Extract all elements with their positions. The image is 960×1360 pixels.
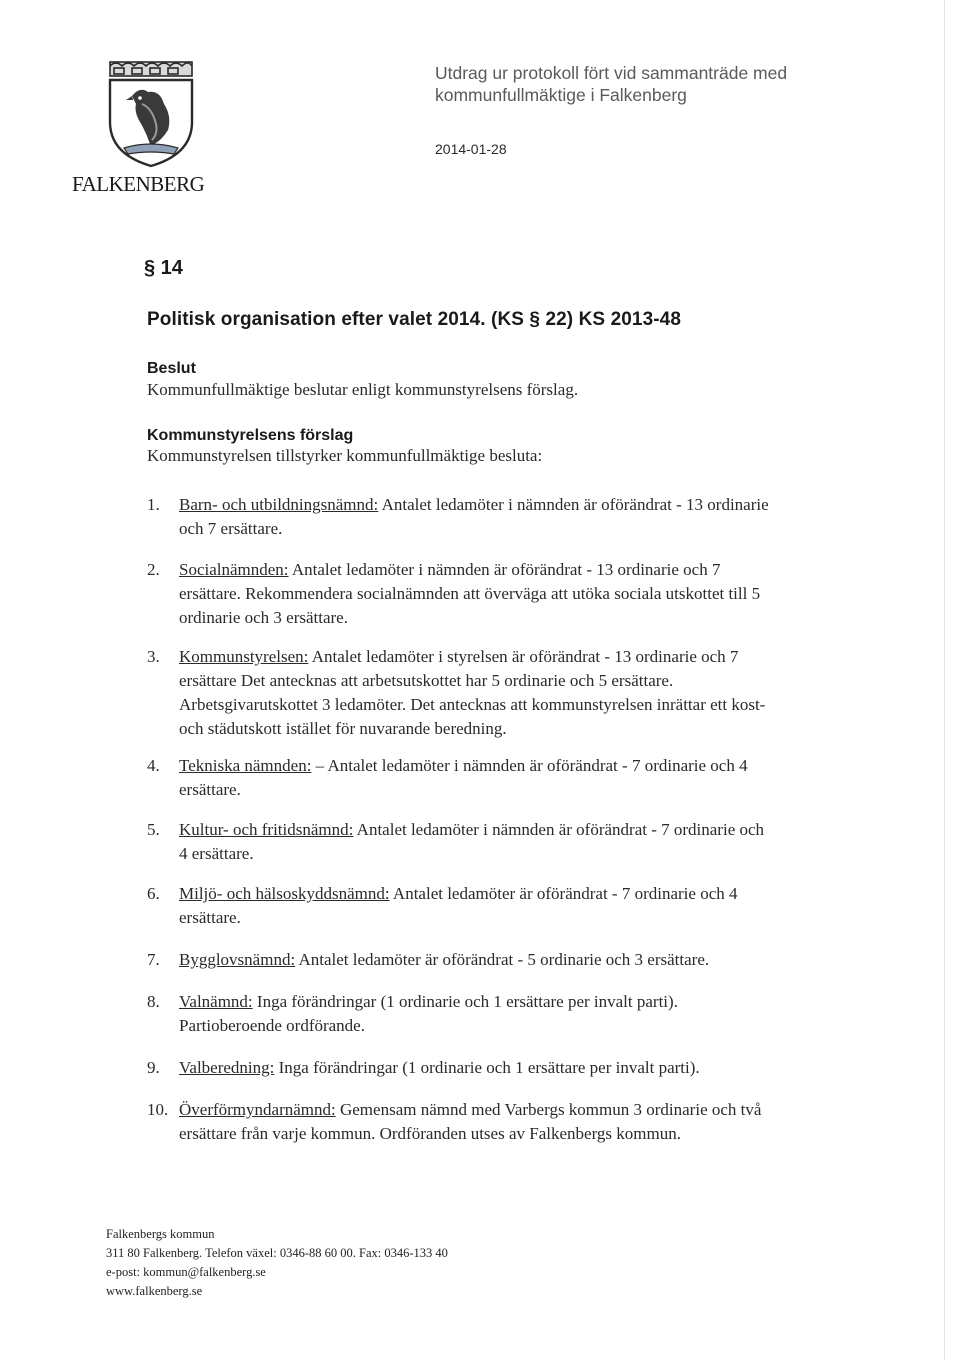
footer-address: 311 80 Falkenberg. Telefon växel: 0346-88 60 00. Fax: 0346-133 40 (106, 1246, 448, 1260)
item-text: ersättare. Rekommendera socialnämnden att överväga att utöka sociala utskottet till 5 (179, 584, 761, 603)
beslut-heading: Beslut (147, 360, 196, 377)
item-number: 10. (147, 1100, 169, 1119)
footer-email: e-post: kommun@falkenberg.se (106, 1265, 266, 1279)
item-label: Kultur- och fritidsnämnd: (179, 820, 354, 839)
list-item (147, 558, 822, 630)
item-text: Antalet ledamöter i nämnden är oförändrat - 13 ordinarie och 7 (288, 560, 721, 579)
footer-website: www.falkenberg.se (106, 1284, 203, 1298)
list-item (147, 948, 822, 972)
item-number: 6. (147, 884, 160, 903)
item-label: Miljö- och hälsoskyddsnämnd: (179, 884, 390, 903)
list-item (147, 493, 822, 541)
ks-forslag-heading: Kommunstyrelsens förslag (147, 427, 354, 444)
page-edge-line (944, 0, 945, 1360)
item-text: 4 ersättare. (179, 844, 254, 863)
item-text: Gemensam nämnd med Varbergs kommun 3 ordinarie och två (335, 1100, 762, 1119)
footer (106, 1225, 448, 1301)
item-number: 7. (147, 950, 160, 969)
item-text: Inga förändringar (1 ordinarie och 1 ersättare per invalt parti). (252, 992, 678, 1011)
item-text: Antalet ledamöter i nämnden är oförändrat - 13 ordinarie (378, 495, 769, 514)
item-text: ersättare från varje kommun. Ordföranden utses av Falkenbergs kommun. (179, 1124, 681, 1143)
item-label: Valnämnd: (179, 992, 253, 1011)
header-date: 2014-01-28 (435, 141, 507, 157)
item-text: Antalet ledamöter är oförändrat - 5 ordinarie och 3 ersättare. (295, 950, 710, 969)
item-text: och 7 ersättare. (179, 519, 283, 538)
item-text: ersättare. (179, 780, 241, 799)
ks-forslag-text: Kommunstyrelsen tillstyrker kommunfullmäktige besluta: (147, 446, 543, 465)
item-text: ersättare. (179, 908, 241, 927)
falkenberg-crest-icon (106, 60, 196, 168)
item-text: Antalet ledamöter i styrelsen är oförändrat - 13 ordinarie och 7 (308, 647, 739, 666)
item-number: 9. (147, 1058, 160, 1077)
item-number: 2. (147, 560, 160, 579)
item-text: Partioberoende ordförande. (179, 1016, 365, 1035)
header-title-line: kommunfullmäktige i Falkenberg (435, 85, 687, 105)
list-item (147, 818, 822, 866)
list-item (147, 754, 822, 802)
beslut-text: Kommunfullmäktige beslutar enligt kommunstyrelsens förslag. (147, 380, 579, 399)
list-item (147, 990, 822, 1038)
item-label: Kommunstyrelsen: (179, 647, 309, 666)
list-item (147, 645, 822, 741)
header-title-line: Utdrag ur protokoll fört vid sammanträde med (435, 63, 788, 83)
section-number: § 14 (144, 257, 183, 279)
item-text: Antalet ledamöter är oförändrat - 7 ordinarie och 4 (389, 884, 738, 903)
item-label: Barn- och utbildningsnämnd: (179, 495, 379, 514)
list-item (147, 1098, 822, 1146)
footer-org: Falkenbergs kommun (106, 1227, 215, 1241)
section-title: Politisk organisation efter valet 2014. (KS § 22) KS 2013-48 (147, 309, 682, 330)
item-number: 4. (147, 756, 160, 775)
item-text: ersättare Det antecknas att arbetsutskottet har 5 ordinarie och 5 ersättare. (179, 671, 674, 690)
item-label: Valberedning: (179, 1058, 275, 1077)
item-text: och städutskott istället för nuvarande beredning. (179, 719, 507, 738)
item-text: Arbetsgivarutskottet 3 ledamöter. Det antecknas att kommunstyrelsen inrättar ett kost- (179, 695, 766, 714)
item-label: Socialnämnden: (179, 560, 289, 579)
item-number: 5. (147, 820, 160, 839)
item-text: ordinarie och 3 ersättare. (179, 608, 348, 627)
item-text: Antalet ledamöter i nämnden är oförändrat - 7 ordinarie och (353, 820, 765, 839)
item-number: 3. (147, 647, 160, 666)
org-name: FALKENBERG (72, 172, 205, 196)
item-text: Inga förändringar (1 ordinarie och 1 ersättare per invalt parti). (274, 1058, 700, 1077)
list-item (147, 882, 822, 930)
item-text: – Antalet ledamöter i nämnden är oförändrat - 7 ordinarie och 4 (311, 756, 748, 775)
item-label: Tekniska nämnden: (179, 756, 312, 775)
list-item (147, 1056, 822, 1080)
item-label: Överförmyndarnämnd: (179, 1100, 336, 1119)
item-label: Bygglovsnämnd: (179, 950, 296, 969)
header-title (435, 62, 787, 106)
item-number: 1. (147, 495, 160, 514)
item-number: 8. (147, 992, 160, 1011)
